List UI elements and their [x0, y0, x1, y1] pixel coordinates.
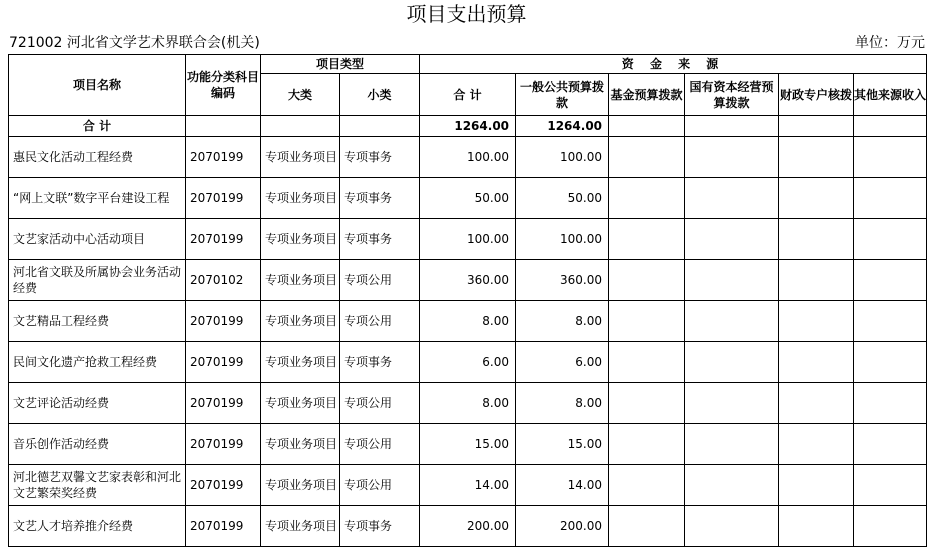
special-account-cell [779, 301, 854, 342]
general-budget-cell: 14.00 [516, 465, 609, 506]
header-fund-budget: 基金预算拨款 [609, 74, 685, 116]
total-amount-cell: 6.00 [420, 342, 516, 383]
other-income-cell [854, 219, 927, 260]
total-row [9, 116, 927, 137]
minor-type-cell: 专项公用 [340, 424, 420, 465]
state-capital-cell [685, 465, 779, 506]
project-name-cell: 河北省文联及所属协会业务活动经费 [9, 260, 186, 301]
fund-budget-cell [609, 219, 685, 260]
table-row [9, 301, 927, 342]
fund-budget-cell [609, 383, 685, 424]
other-income-cell [854, 137, 927, 178]
minor-type-cell: 专项公用 [340, 383, 420, 424]
table-row [9, 178, 927, 219]
total-amount-cell: 50.00 [420, 178, 516, 219]
project-name-cell: “网上文联”数字平台建设工程 [9, 178, 186, 219]
general-budget-cell: 100.00 [516, 219, 609, 260]
header-special-account: 财政专户核拨 [779, 74, 854, 116]
total-amount-cell: 15.00 [420, 424, 516, 465]
state-capital-cell [685, 219, 779, 260]
function-code-cell: 2070199 [186, 506, 261, 547]
general-budget-cell: 360.00 [516, 260, 609, 301]
project-name-cell: 文艺评论活动经费 [9, 383, 186, 424]
function-code-cell: 2070199 [186, 301, 261, 342]
other-income-cell [854, 424, 927, 465]
state-capital-cell [685, 178, 779, 219]
function-code-cell: 2070199 [186, 178, 261, 219]
other-income-cell [854, 178, 927, 219]
total-label: 合 计 [9, 116, 186, 137]
table-row [9, 342, 927, 383]
other-income-cell [854, 506, 927, 547]
project-name-cell: 文艺人才培养推介经费 [9, 506, 186, 547]
function-code-cell: 2070199 [186, 465, 261, 506]
general-budget-cell: 200.00 [516, 506, 609, 547]
minor-type-cell: 专项公用 [340, 301, 420, 342]
state-capital-cell [685, 383, 779, 424]
project-name-cell: 文艺家活动中心活动项目 [9, 219, 186, 260]
fund-budget-cell [609, 260, 685, 301]
fund-budget-cell [609, 178, 685, 219]
header-general-budget: 一般公共预算拨款 [516, 74, 609, 116]
table-row [9, 260, 927, 301]
special-account-cell [779, 260, 854, 301]
other-income-cell [854, 301, 927, 342]
page-title: 项目支出预算 [406, 2, 527, 26]
minor-type-cell: 专项事务 [340, 178, 420, 219]
total-amount: 1264.00 [420, 116, 516, 137]
project-name-cell: 民间文化遗产抢救工程经费 [9, 342, 186, 383]
minor-type-cell: 专项事务 [340, 219, 420, 260]
header-total: 合 计 [420, 74, 516, 116]
organization-label: 721002 河北省文学艺术界联合会(机关) [9, 35, 260, 51]
fund-budget-cell [609, 342, 685, 383]
fund-budget-cell [609, 137, 685, 178]
total-major [261, 116, 340, 137]
major-type-cell: 专项业务项目 [261, 178, 340, 219]
total-amount-cell: 14.00 [420, 465, 516, 506]
total-amount-cell: 8.00 [420, 383, 516, 424]
special-account-cell [779, 506, 854, 547]
fund-budget-cell [609, 465, 685, 506]
table-row [9, 137, 927, 178]
project-name-cell: 文艺精品工程经费 [9, 301, 186, 342]
total-amount-cell: 100.00 [420, 219, 516, 260]
major-type-cell: 专项业务项目 [261, 342, 340, 383]
header-function-code: 功能分类科目编码 [186, 55, 261, 116]
special-account-cell [779, 178, 854, 219]
state-capital-cell [685, 506, 779, 547]
header-state-capital: 国有资本经营预算拨款 [685, 74, 779, 116]
general-budget-cell: 50.00 [516, 178, 609, 219]
minor-type-cell: 专项事务 [340, 342, 420, 383]
project-name-cell: 音乐创作活动经费 [9, 424, 186, 465]
minor-type-cell: 专项公用 [340, 465, 420, 506]
major-type-cell: 专项业务项目 [261, 506, 340, 547]
minor-type-cell: 专项事务 [340, 506, 420, 547]
table-row [9, 424, 927, 465]
special-account-cell [779, 424, 854, 465]
fund-budget-cell [609, 506, 685, 547]
header-project-type: 项目类型 [261, 55, 420, 74]
major-type-cell: 专项业务项目 [261, 137, 340, 178]
header-fund-source: 资 金 来 源 [420, 55, 927, 74]
other-income-cell [854, 465, 927, 506]
special-account-cell [779, 137, 854, 178]
table-row [9, 465, 927, 506]
total-amount-cell: 360.00 [420, 260, 516, 301]
special-account-cell [779, 219, 854, 260]
other-income-cell [854, 342, 927, 383]
header-project-name: 项目名称 [9, 55, 186, 116]
header-minor-type: 小类 [340, 74, 420, 116]
project-name-cell: 河北德艺双馨文艺家表彰和河北文艺繁荣奖经费 [9, 465, 186, 506]
unit-label: 单位：万元 [855, 35, 925, 51]
major-type-cell: 专项业务项目 [261, 465, 340, 506]
function-code-cell: 2070199 [186, 219, 261, 260]
fund-budget-cell [609, 424, 685, 465]
function-code-cell: 2070199 [186, 383, 261, 424]
minor-type-cell: 专项事务 [340, 137, 420, 178]
minor-type-cell: 专项公用 [340, 260, 420, 301]
total-fund [609, 116, 685, 137]
other-income-cell [854, 383, 927, 424]
total-minor [340, 116, 420, 137]
general-budget-cell: 100.00 [516, 137, 609, 178]
general-budget-cell: 8.00 [516, 301, 609, 342]
state-capital-cell [685, 342, 779, 383]
table-row [9, 506, 927, 547]
function-code-cell: 2070199 [186, 137, 261, 178]
function-code-cell: 2070199 [186, 342, 261, 383]
function-code-cell: 2070199 [186, 424, 261, 465]
state-capital-cell [685, 301, 779, 342]
budget-table [8, 54, 927, 547]
total-code [186, 116, 261, 137]
major-type-cell: 专项业务项目 [261, 301, 340, 342]
major-type-cell: 专项业务项目 [261, 424, 340, 465]
project-name-cell: 惠民文化活动工程经费 [9, 137, 186, 178]
general-budget-cell: 8.00 [516, 383, 609, 424]
special-account-cell [779, 383, 854, 424]
special-account-cell [779, 342, 854, 383]
general-budget-cell: 15.00 [516, 424, 609, 465]
total-amount-cell: 8.00 [420, 301, 516, 342]
fund-budget-cell [609, 301, 685, 342]
state-capital-cell [685, 260, 779, 301]
total-state-capital [685, 116, 779, 137]
header-major-type: 大类 [261, 74, 340, 116]
state-capital-cell [685, 137, 779, 178]
state-capital-cell [685, 424, 779, 465]
special-account-cell [779, 465, 854, 506]
major-type-cell: 专项业务项目 [261, 383, 340, 424]
total-amount-cell: 100.00 [420, 137, 516, 178]
function-code-cell: 2070102 [186, 260, 261, 301]
other-income-cell [854, 260, 927, 301]
total-special [779, 116, 854, 137]
total-general: 1264.00 [516, 116, 609, 137]
total-amount-cell: 200.00 [420, 506, 516, 547]
major-type-cell: 专项业务项目 [261, 219, 340, 260]
table-row [9, 219, 927, 260]
table-row [9, 383, 927, 424]
major-type-cell: 专项业务项目 [261, 260, 340, 301]
general-budget-cell: 6.00 [516, 342, 609, 383]
header-other-income: 其他来源收入 [854, 74, 927, 116]
total-other [854, 116, 927, 137]
